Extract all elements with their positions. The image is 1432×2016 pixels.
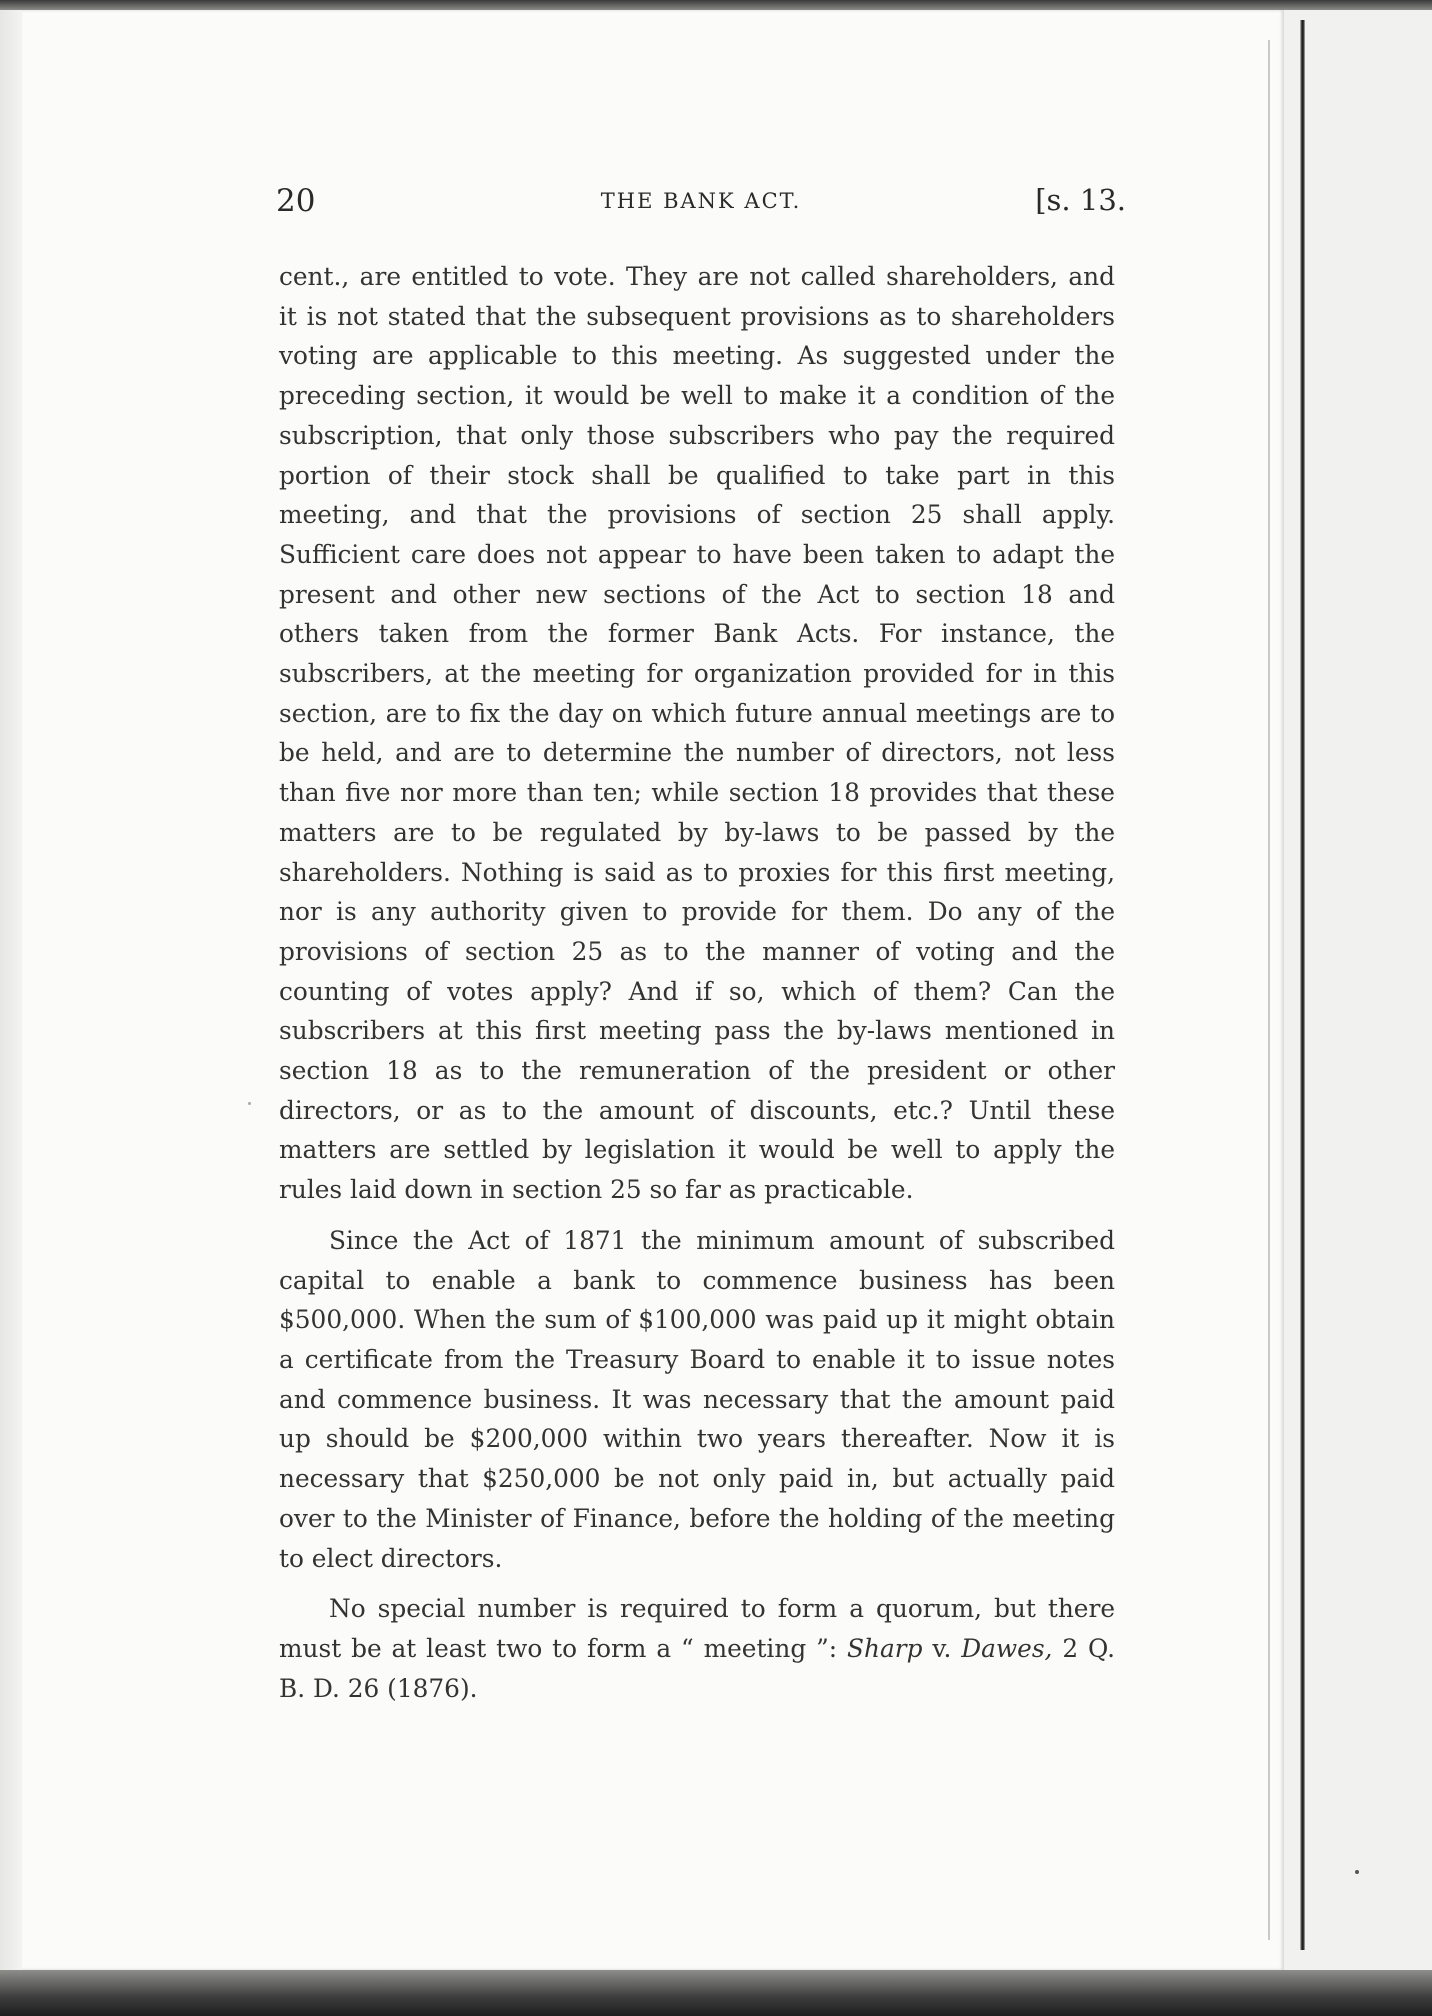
scan-top-border (0, 0, 1432, 10)
case-name-defendant: Dawes, (961, 1633, 1053, 1663)
case-versus: v. (922, 1633, 962, 1663)
case-citation: 2 Q. B. D. 26 (1876). (279, 1633, 1115, 1703)
book-spine-edge (1300, 20, 1305, 1950)
paragraph-quorum (279, 1589, 1115, 1708)
page-number: 20 (276, 183, 316, 219)
section-reference: [s. 13. (1035, 183, 1126, 217)
quorum-text: No special number is required to form a quorum, but there must be at least two to form a “ meeting ”: (279, 1594, 1115, 1663)
page-edge-shadow (1268, 40, 1270, 1940)
body-text (279, 257, 1115, 1708)
page-left-edge (0, 10, 22, 1970)
right-margin (1284, 10, 1432, 1970)
paragraph-continued: cent., are entitled to vote. They are not called shareholders, and it is not stated that the subsequent provisions as to shareholders voting are applicable to this meeting. As suggested under the preceding section, it would be well to make it a condition of the subscription, that only those subscribers who pay the required portion of their stock shall be qualified to take part in this meeting, and that the provisions of section 25 shall apply. Sufficient care does not appear to have been taken to adapt the present and other new sections of the Act to section 18 and others taken from the former Bank Acts. For instance, the subscribers, at the meeting for organization provided for in this section, are to fix the day on which future annual meetings are to be held, and are to determine the number of directors, not less than five nor more than ten; while section 18 provides that these matters are to be regulated by by-laws to be passed by the shareholders. Nothing is said as to proxies for this first meeting, nor is any authority given to provide for them. Do any of the provisions of section 25 as to the manner of voting and the counting of votes apply? And if so, which of them? Can the subscribers at this first meeting pass the by-laws mentioned in section 18 as to the remuneration of the president or other directors, or as to the amount of discounts, etc.? Until these matters are settled by legislation it would be well to apply the rules laid down in section 25 so far as practicable. (279, 262, 1115, 1205)
page-header (276, 183, 1126, 233)
scan-speck (1355, 1870, 1359, 1874)
scan-speck (248, 1102, 251, 1105)
case-name-plaintiff: Sharp (847, 1633, 923, 1663)
running-title: THE BANK ACT. (600, 189, 802, 213)
scan-bottom-border (0, 1970, 1432, 2016)
paragraph-capital-requirements: Since the Act of 1871 the minimum amount of subscribed capital to enable a bank to commence business has been $500,000. When the sum of $100,000 was paid up it might obtain a certificate from the Treasury Board to enable it to issue notes and commence business. It was necessary that the amount paid up should be $200,000 within two years thereafter. Now it is necessary that $250,000 be not only paid in, but actually paid over to the Minister of Finance, before the holding of the meeting to elect directors. (279, 1225, 1115, 1573)
